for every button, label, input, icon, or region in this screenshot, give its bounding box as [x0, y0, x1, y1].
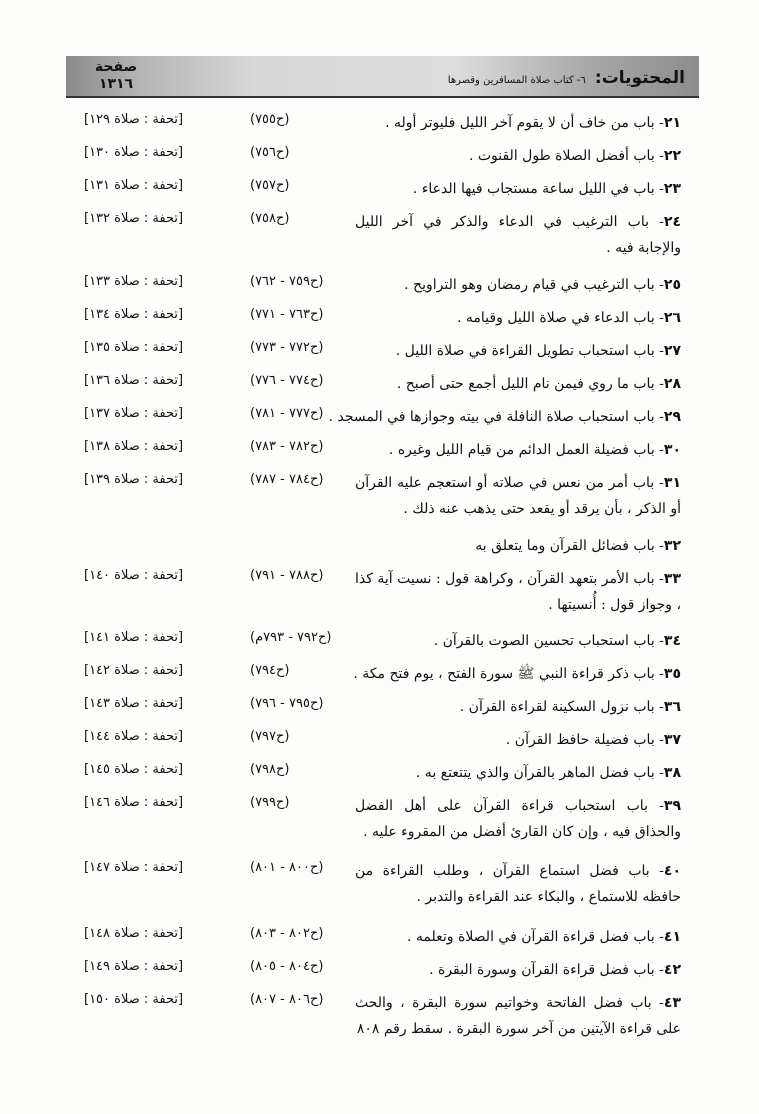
entry-number: ٢١	[663, 115, 681, 131]
entry-number: ٢٢	[663, 148, 681, 164]
entry-number: ٣٤	[663, 633, 681, 649]
entry-title: باب في الليل ساعة مستجاب فيها الدعاء .	[412, 181, 655, 197]
list-item: ٢٤- باب الترغيب في الدعاء والذكر في آخر الليل والإجابة فيه . (ح٧٥٨) [تحفة : صلاة ١٣٢]	[84, 211, 682, 256]
tuhfa-reference: [تحفة : صلاة ١٤٧]	[84, 860, 184, 875]
tuhfa-reference: [تحفة : صلاة ١٣٥]	[84, 340, 184, 355]
tuhfa-reference: [تحفة : صلاة ١٤٩]	[84, 959, 184, 974]
header-subtitle: ٦- كتاب صلاة المسافرين وقصرها	[447, 75, 586, 86]
hadith-range: (ح٧٩٩)	[250, 795, 290, 810]
entry-number: ٣١	[663, 475, 682, 491]
hadith-range: (ح٨٠٢ - ٨٠٣)	[250, 926, 324, 941]
entry-number: ٢٣	[663, 181, 681, 197]
entry-number: ٢٤	[663, 214, 682, 230]
entry-number: ٣٦	[663, 699, 681, 715]
hadith-range: (ح٧٩٥ - ٧٩٦)	[250, 696, 324, 711]
entry-title: باب فضائل القرآن وما يتعلق به	[475, 538, 655, 554]
entry-title: باب فضل الماهر بالقرآن والذي يتتعتع به .	[415, 765, 655, 781]
tuhfa-reference: [تحفة : صلاة ١٤٠]	[84, 568, 184, 583]
hadith-range: (ح٧٩٢ - ٧٩٣م)	[250, 630, 332, 645]
entry-title: باب فضل قراءة القرآن وسورة البقرة .	[429, 962, 655, 978]
tuhfa-reference: [تحفة : صلاة ١٤٥]	[84, 762, 184, 777]
entry-title: باب نزول السكينة لقراءة القرآن .	[459, 699, 655, 715]
entry-number: ٤١	[663, 929, 681, 945]
list-item: ٣١- باب أمر من نعس في صلاته أو استعجم عليه القرآن أو الذكر ، بأن يرقد أو يقعد حتى يذهب عنه ذلك . (ح٧٨٤ - ٧٨٧) [تحفة : صلاة ١٣٩]	[84, 472, 682, 517]
hadith-range: (ح٧٨٤ - ٧٨٧)	[250, 472, 324, 487]
entry-number: ٤٠	[663, 863, 681, 879]
entry-number: ٣٢	[663, 538, 681, 554]
list-item: ٢٢- باب أفضل الصلاة طول القنوت . (ح٧٥٦) [تحفة : صلاة ١٣٠]	[84, 145, 681, 164]
hadith-range: (ح٧٧٢ - ٧٧٣)	[250, 340, 324, 355]
tuhfa-reference: [تحفة : صلاة ١٣٩]	[84, 472, 184, 487]
entry-number: ٣٩	[663, 798, 681, 814]
tuhfa-reference: [تحفة : صلاة ١٤١]	[84, 630, 184, 645]
list-item: ٢٨- باب ما روي فيمن نام الليل أجمع حتى أصبح . (ح٧٧٤ - ٧٧٦) [تحفة : صلاة ١٣٦]	[84, 373, 681, 392]
entry-number: ٣٣	[663, 571, 681, 587]
entry-title: باب أمر من نعس في صلاته أو استعجم عليه القرآن أو الذكر ، بأن يرقد أو يقعد حتى يذهب عنه ذلك .	[355, 475, 681, 517]
entry-title: باب من خاف أن لا يقوم آخر الليل فليوتر أوله .	[385, 115, 655, 131]
entry-title: باب استحباب صلاة النافلة في بيته وجوازها في المسجد .	[328, 409, 655, 425]
list-item: ٣٦- باب نزول السكينة لقراءة القرآن . (ح٧٩٥ - ٧٩٦) [تحفة : صلاة ١٤٣]	[84, 696, 681, 715]
tuhfa-reference: [تحفة : صلاة ١٤٦]	[84, 795, 184, 810]
hadith-range: (ح٧٥٧)	[250, 178, 290, 193]
entry-title: باب الترغيب في الدعاء والذكر في آخر الليل والإجابة فيه .	[355, 214, 681, 256]
tuhfa-reference: [تحفة : صلاة ١٣١]	[84, 178, 184, 193]
tuhfa-reference: [تحفة : صلاة ١٤٣]	[84, 696, 184, 711]
header-title-group	[448, 68, 685, 88]
entry-title: باب الترغيب في قيام رمضان وهو التراويح .	[404, 277, 655, 293]
entry-title: باب فضل استماع القرآن ، وطلب القراءة من حافظه للاستماع ، والبكاء عند القراءة والتدبر .	[355, 863, 681, 905]
list-item: ٤١- باب فضل قراءة القرآن في الصلاة وتعلمه . (ح٨٠٢ - ٨٠٣) [تحفة : صلاة ١٤٨]	[84, 926, 681, 945]
tuhfa-reference: [تحفة : صلاة ١٤٢]	[84, 663, 184, 678]
hadith-range: (ح٨٠٦ - ٨٠٧)	[250, 992, 324, 1007]
hadith-range: (ح٧٥٩ - ٧٦٢)	[250, 274, 324, 289]
list-item: ٣٧- باب فضيلة حافظ القرآن . (ح٧٩٧) [تحفة : صلاة ١٤٤]	[84, 729, 681, 748]
list-item: ٣٩- باب استحباب قراءة القرآن على أهل الفضل والحذاق فيه ، وإن كان القارئ أفضل من المقروء عليه . (ح٧٩٩) [تحفة : صلاة ١٤٦]	[84, 795, 681, 840]
entry-number: ٣٨	[663, 765, 681, 781]
hadith-range: (ح٧٩٤)	[250, 663, 290, 678]
entry-number: ٢٦	[663, 310, 681, 326]
list-item: ٢١- باب من خاف أن لا يقوم آخر الليل فليوتر أوله . (ح٧٥٥) [تحفة : صلاة ١٢٩]	[84, 112, 681, 131]
page-number-box	[86, 59, 146, 93]
hadith-range: (ح٧٩٨)	[250, 762, 290, 777]
tuhfa-reference: [تحفة : صلاة ١٢٩]	[84, 112, 184, 127]
entry-title: باب فضل قراءة القرآن في الصلاة وتعلمه .	[406, 929, 655, 945]
entry-title: باب فضل الفاتحة وخواتيم سورة البقرة ، والحث على قراءة الآيتين من آخر سورة البقرة . سقط رقم ٨٠٨	[355, 995, 681, 1037]
hadith-range: (ح٧٧٧ - ٧٨١)	[250, 406, 324, 421]
hadith-range: (ح٧٨٢ - ٧٨٣)	[250, 439, 324, 454]
hadith-range: (ح٧٦٣ - ٧٧١)	[250, 307, 324, 322]
entry-title: باب ما روي فيمن نام الليل أجمع حتى أصبح .	[396, 376, 655, 392]
list-item: ٣٣- باب الأمر بتعهد القرآن ، وكراهة قول : نسيت آية كذا ، وجواز قول : أُنسيتها . (ح٧٨٨ - ٧٩١) [تحفة : صلاة ١٤٠]	[84, 568, 681, 613]
list-item: ٣٢- باب فضائل القرآن وما يتعلق به	[475, 538, 681, 554]
hadith-range: (ح٧٨٨ - ٧٩١)	[250, 568, 324, 583]
list-item: ٢٥- باب الترغيب في قيام رمضان وهو التراويح . (ح٧٥٩ - ٧٦٢) [تحفة : صلاة ١٣٣]	[84, 274, 681, 293]
page-label: صفحة	[94, 59, 138, 75]
entry-title: باب ذكر قراءة النبي ﷺ سورة الفتح ، يوم فتح مكة .	[353, 666, 655, 682]
hadith-range: (ح٧٧٤ - ٧٧٦)	[250, 373, 324, 388]
hadith-range: (ح٧٩٧)	[250, 729, 290, 744]
page-header	[66, 56, 699, 98]
tuhfa-reference: [تحفة : صلاة ١٣٧]	[84, 406, 184, 421]
tuhfa-reference: [تحفة : صلاة ١٣٠]	[84, 145, 184, 160]
tuhfa-reference: [تحفة : صلاة ١٣٨]	[84, 439, 184, 454]
entry-number: ٢٩	[663, 409, 681, 425]
entry-number: ٤٣	[663, 995, 681, 1011]
list-item: ٤٠- باب فضل استماع القرآن ، وطلب القراءة من حافظه للاستماع ، والبكاء عند القراءة والتدبر . (ح٨٠٠ - ٨٠١) [تحفة : صلاة ١٤٧]	[84, 860, 681, 905]
entry-number: ٣٥	[663, 666, 681, 682]
hadith-range: (ح٧٥٨)	[250, 211, 290, 226]
tuhfa-reference: [تحفة : صلاة ١٣٢]	[84, 211, 184, 226]
entry-number: ٣٧	[663, 732, 681, 748]
entry-title: باب استحباب تحسين الصوت بالقرآن .	[433, 633, 655, 649]
entry-number: ٢٨	[663, 376, 681, 392]
list-item: ٣٠- باب فضيلة العمل الدائم من قيام الليل وغيره . (ح٧٨٢ - ٧٨٣) [تحفة : صلاة ١٣٨]	[84, 439, 681, 458]
hadith-range: (ح٨٠٤ - ٨٠٥)	[250, 959, 324, 974]
list-item: ٢٧- باب استحباب تطويل القراءة في صلاة الليل . (ح٧٧٢ - ٧٧٣) [تحفة : صلاة ١٣٥]	[84, 340, 681, 359]
list-item: ٢٩- باب استحباب صلاة النافلة في بيته وجوازها في المسجد . (ح٧٧٧ - ٧٨١) [تحفة : صلاة ١٣٧]	[84, 406, 681, 425]
list-item: ٢٣- باب في الليل ساعة مستجاب فيها الدعاء . (ح٧٥٧) [تحفة : صلاة ١٣١]	[84, 178, 681, 197]
entry-title: باب الدعاء في صلاة الليل وقيامه .	[457, 310, 655, 326]
entry-number: ٣٠	[663, 442, 681, 458]
list-item: ٣٥- باب ذكر قراءة النبي ﷺ سورة الفتح ، يوم فتح مكة . (ح٧٩٤) [تحفة : صلاة ١٤٢]	[84, 663, 681, 682]
entry-number: ٤٢	[663, 962, 681, 978]
list-item: ٤٢- باب فضل قراءة القرآن وسورة البقرة . (ح٨٠٤ - ٨٠٥) [تحفة : صلاة ١٤٩]	[84, 959, 681, 978]
entry-title: باب استحباب قراءة القرآن على أهل الفضل والحذاق فيه ، وإن كان القارئ أفضل من المقروء عليه .	[355, 798, 681, 840]
hadith-range: (ح٧٥٦)	[250, 145, 290, 160]
list-item: ٤٣- باب فضل الفاتحة وخواتيم سورة البقرة ، والحث على قراءة الآيتين من آخر سورة البقرة . سقط رقم ٨٠٨ (ح٨٠٦ - ٨٠٧) [تحفة : صلاة ١٥٠]	[84, 992, 681, 1037]
list-item: ٣٤- باب استحباب تحسين الصوت بالقرآن . (ح٧٩٢ - ٧٩٣م) [تحفة : صلاة ١٤١]	[84, 630, 681, 649]
entry-title: باب أفضل الصلاة طول القنوت .	[468, 148, 655, 164]
entry-title: باب فضيلة حافظ القرآن .	[505, 732, 655, 748]
tuhfa-reference: [تحفة : صلاة ١٤٨]	[84, 926, 184, 941]
entry-number: ٢٧	[663, 343, 681, 359]
hadith-range: (ح٨٠٠ - ٨٠١)	[250, 860, 324, 875]
list-item: ٢٦- باب الدعاء في صلاة الليل وقيامه . (ح٧٦٣ - ٧٧١) [تحفة : صلاة ١٣٤]	[84, 307, 681, 326]
tuhfa-reference: [تحفة : صلاة ١٤٤]	[84, 729, 184, 744]
entry-title: باب الأمر بتعهد القرآن ، وكراهة قول : نسيت آية كذا ، وجواز قول : أُنسيتها .	[355, 571, 681, 613]
hadith-range: (ح٧٥٥)	[250, 112, 290, 127]
tuhfa-reference: [تحفة : صلاة ١٣٣]	[84, 274, 184, 289]
tuhfa-reference: [تحفة : صلاة ١٣٦]	[84, 373, 184, 388]
tuhfa-reference: [تحفة : صلاة ١٥٠]	[84, 992, 184, 1007]
page-number: ١٣١٦	[98, 76, 134, 92]
tuhfa-reference: [تحفة : صلاة ١٣٤]	[84, 307, 184, 322]
header-title: المحتويات:	[594, 68, 685, 88]
entry-title: باب فضيلة العمل الدائم من قيام الليل وغيره .	[388, 442, 655, 458]
entry-title: باب استحباب تطويل القراءة في صلاة الليل .	[395, 343, 655, 359]
entry-number: ٢٥	[663, 277, 681, 293]
list-item: ٣٨- باب فضل الماهر بالقرآن والذي يتتعتع به . (ح٧٩٨) [تحفة : صلاة ١٤٥]	[84, 762, 681, 781]
